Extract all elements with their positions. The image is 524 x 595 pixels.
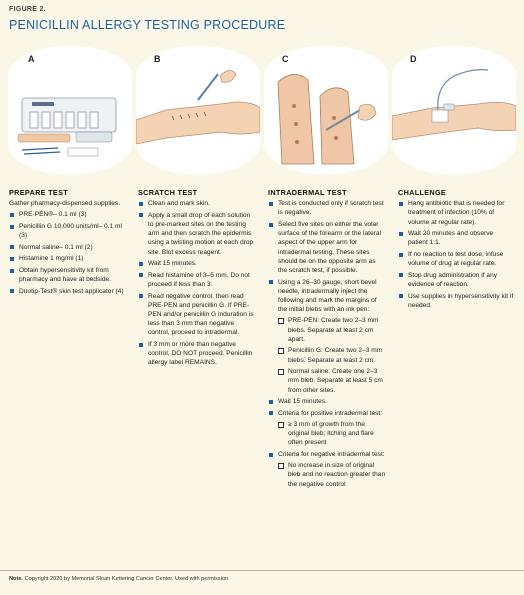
prepare-list xyxy=(9,210,127,296)
positive-sublist xyxy=(278,420,386,448)
prepare-intro: Gather pharmacy-dispensed supplies. xyxy=(9,200,121,208)
scratch-test-heading: SCRATCH TEST xyxy=(138,188,198,197)
challenge-heading: CHALLENGE xyxy=(398,188,447,197)
footer-divider xyxy=(0,570,524,571)
list-item: Penicillin G 10,000 units/ml– 0.1 ml (3) xyxy=(9,222,127,240)
list-item: Duotip-Test® skin test applicator (4) xyxy=(9,287,127,296)
list-item: Read negative control, then read PRE-PEN and penicillin G. If PRE-PEN and/or penicillin G induration is less than 3 mm than negative control, proceed to intradermal. xyxy=(138,292,256,338)
list-item: PRE-PEN®– 0.1 ml (3) xyxy=(9,210,127,219)
intradermal-list xyxy=(268,199,386,489)
copyright-note xyxy=(9,576,230,582)
list-item xyxy=(268,450,386,489)
list-item: Wait 15 minutes. xyxy=(268,397,386,406)
scratch-arm-illustration xyxy=(136,46,260,174)
challenge-column xyxy=(398,188,514,312)
list-item: Test is conducted only if scratch test is negative. xyxy=(268,199,386,217)
list-item xyxy=(268,409,386,448)
challenge-list xyxy=(398,199,514,310)
panel-letter: C xyxy=(282,54,289,64)
panel-b xyxy=(136,46,260,174)
figure-title: PENICILLIN ALLERGY TESTING PROCEDURE xyxy=(9,18,286,32)
scratch-list xyxy=(138,199,256,367)
note-text: Copyright 2020 by Memorial Sloan Kettering Cancer Center. Used with permission. xyxy=(24,576,230,582)
inject-sublist xyxy=(278,316,386,394)
panel-letter: A xyxy=(28,54,35,64)
checkbox-item: PRE-PEN: Create two 2–3 mm blebs. Separate at least 2 cm apart. xyxy=(278,316,386,344)
checkbox-item: No increase in size of original bleb and no reaction greater than the negative control xyxy=(278,461,386,489)
list-item: Obtain hypersensitivity kit from pharmacy and have at bedside. xyxy=(9,266,127,284)
list-item: If no reaction to test dose, infuse volume of drug at regular rate. xyxy=(398,250,514,268)
checkbox-item: Normal saline: Create one 2–3 mm bleb. Separate at least 5 cm from other sites. xyxy=(278,367,386,395)
prepare-test-heading: PREPARE TEST xyxy=(9,188,69,197)
illustration-panels xyxy=(8,46,516,174)
list-item: Use supplies in hypersensitivity kit if needed. xyxy=(398,292,514,310)
list-item: Apply a small drop of each solution to pre-marked sites on the testing arm and then scratch the epidermis using a twisting motion at each drop site. Blot excess reagent. xyxy=(138,211,256,257)
list-item: If 3 mm or more than negative control, DO NOT proceed. Penicillin allergy label REMAINS. xyxy=(138,340,256,368)
figure-label: FIGURE 2. xyxy=(9,6,46,13)
checkbox-item: Penicillin G: Create two 2–3 mm blebs. Separate at least 2 cm. xyxy=(278,346,386,364)
list-item: Read histamine of 3–5 mm. Do not proceed if less than 3. xyxy=(138,271,256,289)
list-item: Wait 15 minutes. xyxy=(138,259,256,268)
list-item: Stop drug administration if any evidence of reaction. xyxy=(398,271,514,289)
list-item: Normal saline– 0.1 ml (2) xyxy=(9,243,127,252)
intradermal-test-column xyxy=(268,188,386,491)
list-item: Wait 20 minutes and observe patient 1:1. xyxy=(398,229,514,247)
list-item: Clean and mark skin. xyxy=(138,199,256,208)
test-kit-illustration xyxy=(8,46,132,174)
checkbox-item: ≥ 3 mm of growth from the original bleb; itching and flare often present xyxy=(278,420,386,448)
panel-c xyxy=(264,46,388,174)
scratch-test-column xyxy=(138,188,256,370)
inject-instruction: Using a 26–30 gauge, short bevel needle, intradermally inject the following and mark the margins of the initial blebs with an ink pen: xyxy=(278,278,377,314)
list-item xyxy=(268,278,386,395)
intradermal-illustration xyxy=(264,46,388,174)
panel-letter: D xyxy=(410,54,417,64)
challenge-iv-illustration xyxy=(392,46,516,174)
list-item: Select five sites on either the volar surface of the forearm or the lateral aspect of the upper arm for intradermal testing. These sites should be on the opposite arm as the scratch test, if possible. xyxy=(268,220,386,275)
panel-d xyxy=(392,46,516,174)
prepare-test-column xyxy=(9,188,127,298)
negative-criteria-label: Criteria for negative intradermal test: xyxy=(278,451,385,459)
positive-criteria-label: Criteria for positive intradermal test: xyxy=(278,409,383,417)
note-label: Note. xyxy=(9,576,23,582)
panel-a xyxy=(8,46,132,174)
intradermal-test-heading: INTRADERMAL TEST xyxy=(268,188,347,197)
panel-letter: B xyxy=(154,54,161,64)
list-item: Histamine 1 mg/ml (1) xyxy=(9,254,127,263)
list-item: Hang antibiotic that is needed for treatment of infection (10% of volume at regular rate). xyxy=(398,199,514,227)
negative-sublist xyxy=(278,461,386,489)
